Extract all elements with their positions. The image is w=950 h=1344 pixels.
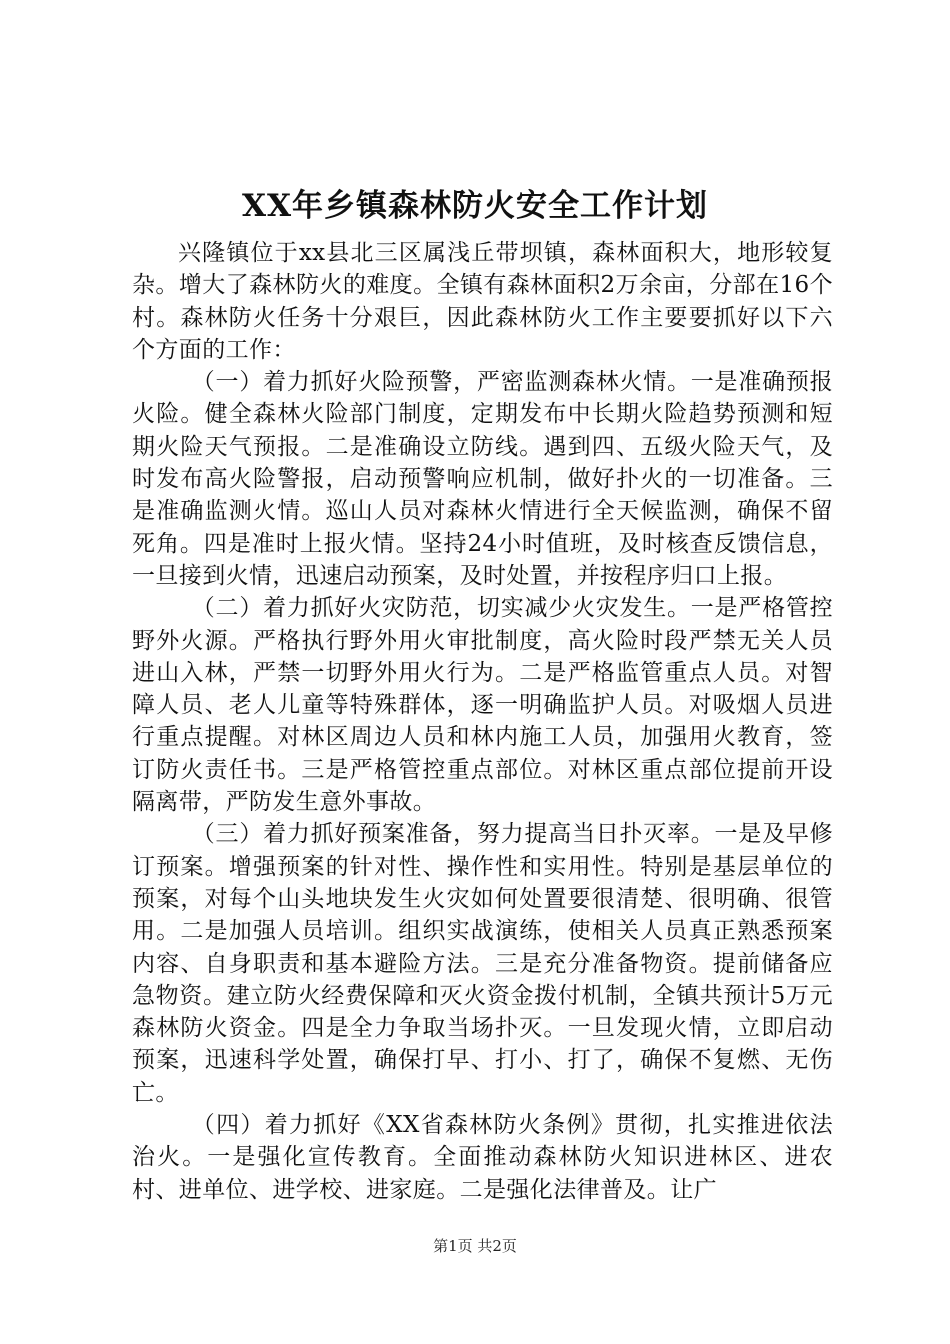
paragraph-section-4: （四）着力抓好《XX省森林防火条例》贯彻，扎实推进依法治火。一是强化宣传教育。全面推动森林防火知识进林区、进农村、进单位、进学校、进家庭。二是强化法律普及。让广 <box>132 1112 833 1203</box>
paragraph-section-1: （一）着力抓好火险预警，严密监测森林火情。一是准确预报火险。健全森林火险部门制度，定期发布中长期火险趋势预测和短期火险天气预报。二是准确设立防线。遇到四、五级火险天气，及时发布高火险警报，启动预警响应机制，做好扑火的一切准备。三是准确监测火情。巡山人员对森林火情进行全天候监测，确保不留死角。四是准时上报火情。坚持24小时值班，及时核查反馈信息，一旦接到火情，迅速启动预案，及时处置，并按程序归口上报。 <box>132 369 833 589</box>
paragraph-section-3: （三）着力抓好预案准备，努力提高当日扑灭率。一是及早修订预案。增强预案的针对性、操作性和实用性。特别是基层单位的预案，对每个山头地块发生火灾如何处置要很清楚、很明确、很管用。二是加强人员培训。组织实战演练，使相关人员真正熟悉预案内容、自身职责和基本避险方法。三是充分准备物资。提前储备应急物资。建立防火经费保障和灭火资金拨付机制，全镇共预计5万元森林防火资金。四是全力争取当场扑灭。一旦发现火情，立即启动预案，迅速科学处置，确保打早、打小、打了，确保不复燃、无伤亡。 <box>132 821 833 1106</box>
paragraph-intro: 兴隆镇位于xx县北三区属浅丘带坝镇，森林面积大，地形较复杂。增大了森林防火的难度。全镇有森林面积2万余亩，分部在16个村。森林防火任务十分艰巨，因此森林防火工作主要要抓好以下六个方面的工作： <box>132 240 833 363</box>
document-title: XX年乡镇森林防火安全工作计划 <box>241 188 709 224</box>
paragraph-section-2: （二）着力抓好火灾防范，切实减少火灾发生。一是严格管控野外火源。严格执行野外用火审批制度，高火险时段严禁无关人员进山入林，严禁一切野外用火行为。二是严格监管重点人员。对智障人员、老人儿童等特殊群体，逐一明确监护人员。对吸烟人员进行重点提醒。对林区周边人员和林内施工人员，加强用火教育，签订防火责任书。三是严格管控重点部位。对林区重点部位提前开设隔离带，严防发生意外事故。 <box>132 595 833 816</box>
document-body <box>132 237 833 1206</box>
page-footer: 第1页 共2页 <box>433 1237 517 1255</box>
